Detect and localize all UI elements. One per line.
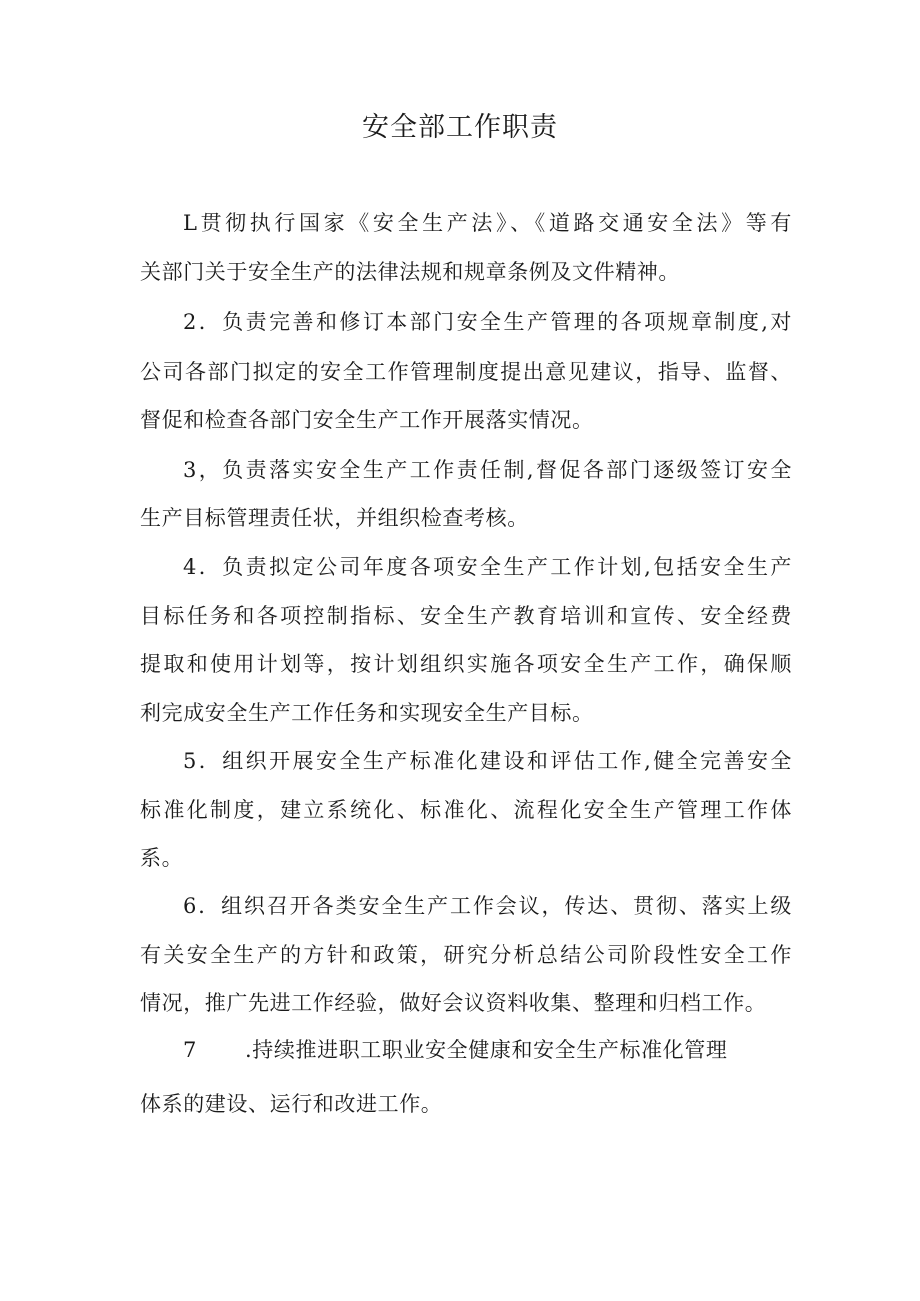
paragraph-6-line-1: 6．组织召开各类安全生产工作会议，传达、贯彻、落实上级 xyxy=(183,894,792,918)
paragraph-4-line-3: 提取和使用计划等，按计划组织实施各项安全生产工作，确保顺 xyxy=(140,652,792,676)
paragraph-4-line-2: 目标任务和各项控制指标、安全生产教育培训和宣传、安全经费 xyxy=(140,604,792,628)
paragraph-3-line-2: 生产目标管理责任状，并组织检查考核。 xyxy=(140,506,529,530)
paragraph-6-line-3: 情况，推广先进工作经验，做好会议资料收集、整理和归档工作。 xyxy=(140,991,767,1015)
paragraph-2-line-3: 督促和检查各部门安全生产工作开展落实情况。 xyxy=(140,408,594,432)
paragraph-4-line-1: 4．负责拟定公司年度各项安全生产工作计划,包括安全生产 xyxy=(183,555,792,579)
paragraph-5-line-3: 系。 xyxy=(140,846,184,870)
paragraph-7-line-1 xyxy=(183,1034,843,1066)
paragraph-5-line-2: 标准化制度，建立系统化、标准化、流程化安全生产管理工作体 xyxy=(140,798,792,822)
paragraph-3-line-1: 3，负责落实安全生产工作责任制,督促各部门逐级签订安全 xyxy=(183,458,792,482)
page-title: 安全部工作职责 xyxy=(362,112,558,143)
paragraph-5-line-1: 5．组织开展安全生产标准化建设和评估工作,健全完善安全 xyxy=(183,749,792,773)
paragraph-7-line-2: 体系的建设、运行和改进工作。 xyxy=(140,1092,443,1116)
paragraph-1-line-2: 关部门关于安全生产的法律法规和规章条例及文件精神。 xyxy=(140,260,680,284)
paragraph-6-line-2: 有关安全生产的方针和政策，研究分析总结公司阶段性安全工作 xyxy=(140,943,792,967)
paragraph-4-line-4: 利完成安全生产工作任务和实现安全生产目标。 xyxy=(140,701,594,725)
paragraph-7-number: 7 xyxy=(183,1038,197,1062)
paragraph-1-line-1: L贯彻执行国家《安全生产法》、《道路交通安全法》等有 xyxy=(183,211,792,235)
paragraph-2-line-2: 公司各部门拟定的安全工作管理制度提出意见建议，指导、监督、 xyxy=(140,360,792,384)
paragraph-2-line-1: 2．负责完善和修订本部门安全生产管理的各项规章制度,对 xyxy=(183,310,792,334)
paragraph-7-line-1-text: .持续推进职工职业安全健康和安全生产标准化管理 xyxy=(245,1038,728,1062)
